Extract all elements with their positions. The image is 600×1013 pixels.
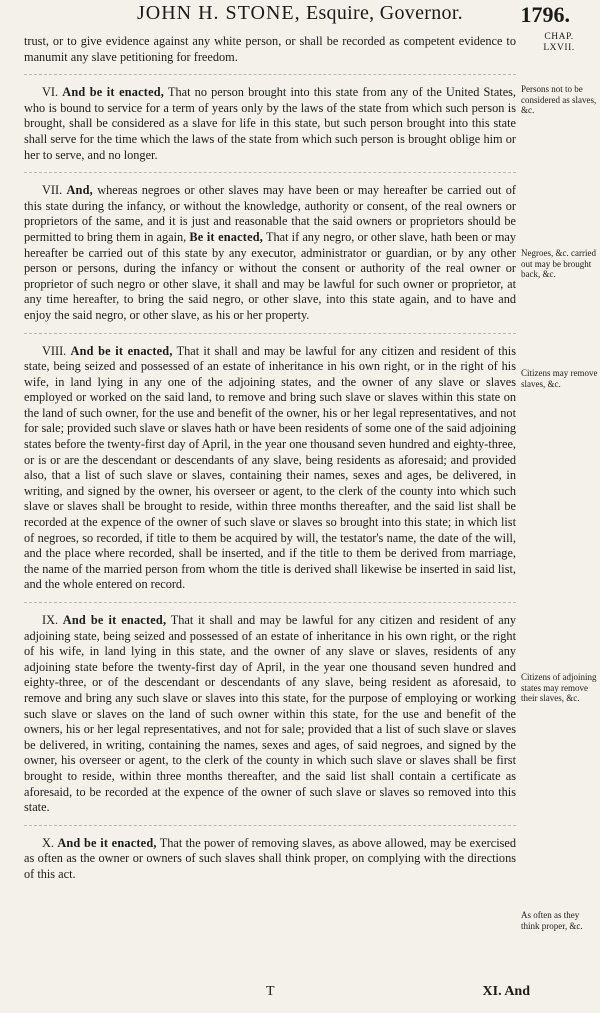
margin-note-viii: Citizens may remove slaves, &c. <box>521 368 598 389</box>
section-divider <box>24 825 516 826</box>
section-body: That the power of removing slaves, as above allowed, may be exercised as often as the owner or owners of such slaves shall think proper, on complying with the directions of this act. <box>24 835 517 881</box>
section-body: whereas negroes or other slaves may have been or may hereafter be carried out of this state during the infancy, or without the knowledge, authority or consent, of the real owners or proprietors of the same, and it is just and reasonable that the said owners or proprietors should be permitted to bring them in again, <box>24 183 516 244</box>
governor-name: JOHN H. STONE, <box>137 2 301 24</box>
enacting-clause: And be it enacted, <box>70 343 173 358</box>
section-vii <box>24 183 516 323</box>
section-ix <box>24 613 516 816</box>
margin-note-vii: Negroes, &c. carried out may be brought back, &c. <box>521 248 596 279</box>
margin-note-ix: Citizens of adjoining states may remove their slaves, &c. <box>521 672 597 703</box>
section-viii <box>24 344 516 594</box>
section-x <box>24 836 516 883</box>
section-number: VII. <box>42 183 63 198</box>
enacting-clause: And be it enacted, <box>57 835 157 850</box>
catchword: XI. And <box>482 984 530 999</box>
page-year: 1796. <box>520 2 570 27</box>
margin-note-vi: Persons not to be considered as slaves, &c. <box>521 84 597 115</box>
section-vi <box>24 85 516 163</box>
section-divider <box>24 333 516 334</box>
section-body-2: That if any negro, or other slave, hath been or may hereafter be carried out of this state by any executor, administrator or guardian, or by any other person or persons, during the infancy or without the consent or authority of the real owner or proprietor of such negro or other slave, it shall and may be lawful for such owner or proprietor, at any time hereafter, to bring the said negro, or other slave, into this state again, and to have and enjoy the said negro, or other slave, as his or her property. <box>24 229 516 322</box>
enacting-clause: And be it enacted, <box>62 85 165 100</box>
page-footer <box>24 984 530 1004</box>
running-header <box>0 2 600 32</box>
section-number: VI. <box>42 85 59 100</box>
section-number: VIII. <box>42 343 67 358</box>
chapter-label <box>520 32 598 54</box>
enacting-clause-2: Be it enacted, <box>189 229 264 244</box>
margin-note-x: As often as they think proper, &c. <box>521 910 583 931</box>
section-divider <box>24 172 516 173</box>
section-number: X. <box>42 835 54 850</box>
governor-title: Esquire, Governor. <box>305 2 463 24</box>
section-body: That no person brought into this state from any of the United States, who is bound to service for a term of years only by the laws of the state from which such person is brought, shall be considered as a slave for life in this state, but such person brought into this state shall serve for the time which the laws of the state from which such person is brought oblige him or her to serve, and no longer. <box>24 85 517 162</box>
enacting-clause: And be it enacted, <box>62 613 167 627</box>
statute-text <box>24 34 516 883</box>
chapter-number: LXVII. <box>543 43 575 53</box>
section-continuation: trust, or to give evidence against any white person, or shall be recorded as competent evidence to manumit any slave petitioning for freedom. <box>24 34 516 64</box>
section-body: That it shall and may be lawful for any citizen and resident of any adjoining state, being seized and possessed of an estate of inheritance in his own right, or the right of his wife, in land lying in this state, and the owner of any slave or slaves, residents of any adjoining state before the twenty-first day of April, in the year one thousand seven hundred and eighty-three, or of the descendant or descendants of any slave, being resident as aforesaid, to remove and bring any such slave or slaves into this state, for the purpose of employing or working such slave or slaves on the land of such owner within this state, for the use and benefit of the owners, his or her legal representatives, and not for sale; provided that a list of such slave or slaves be delivered, in writing, containing the names, sexes and ages, of said negroes, and signed by the owner, his overseer or agent, to the clerk of the county in which such slave or slaves shall be first brought to reside, within three months thereafter, and the said list shall contain a certificate as aforesaid, to be recorded at the expence of the owner of such slave or slaves so removed into this state. <box>24 613 516 815</box>
section-number: IX. <box>42 613 59 627</box>
enacting-clause: And, <box>66 183 93 198</box>
chapter-word: CHAP. <box>544 32 574 42</box>
page-title <box>0 2 600 25</box>
signature-mark: T <box>266 984 275 999</box>
section-body: That it shall and may be lawful for any citizen and resident of this state, being seized and possessed of an estate of inheritance in his own right, or in the right of his wife, in land lying in any one of the adjoining states, and the owner of any slave or slaves employed or worked on the said land, to remove and bring such slave or slaves within this state on the land of such owner, for the use and benefit of the owner, his or her legal representatives, and not for sale; provided such slave or slaves hath or have been residents of some one of the said adjoining states before the twenty-first day of April, in the year one thousand seven hundred and eighty-three, or is or are the descendant or descendants of any slave, being residents as aforesaid; and provided also, that a list of such slave or slaves, containing their names, sexes and ages, be delivered, in writing, and signed by the owner, his overseer or agent, to the clerk of the county into which such slave or slaves shall be brought to reside, within three months thereafter, and the said list shall be recorded at the expence of the owner of such slave or slaves so brought into this state; in which list of negroes, so recorded, if title to them be acquired by will, the testator's name, the date of the will, and the place where recorded, shall be inserted, and if the title to them be derived from marriage, the name of the married person from whom the title is derived shall likewise be inserted in said list, and the whole entered on record. <box>24 343 517 592</box>
section-divider <box>24 74 516 75</box>
section-divider <box>24 602 516 603</box>
